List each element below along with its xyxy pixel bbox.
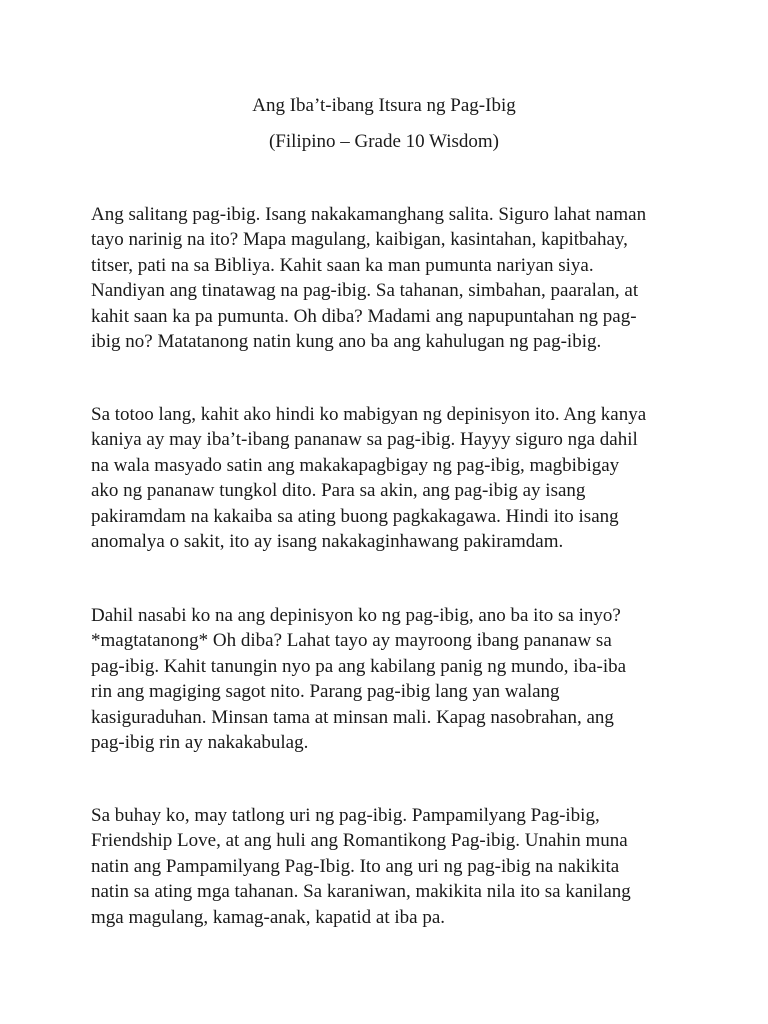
document-title: Ang Iba’t-ibang Itsura ng Pag-Ibig bbox=[252, 95, 516, 116]
paragraph-3: Dahil nasabi ko na ang depinisyon ko ng pag-ibig, ano ba ito sa inyo? *magtatanong* Oh diba? Lahat tayo ay mayroong ibang pananaw sa pag-ibig. Kahit tanungin nyo pa ang kabilang panig ng mundo, iba-iba rin ang magiging sagot nito. Parang pag-ibig lang yan walang kasiguraduhan. Minsan tama at minsan mali. Kapag nasobrahan, ang pag-ibig rin ay nakakabulag. bbox=[91, 605, 627, 754]
paragraph-1: Ang salitang pag-ibig. Isang nakakamanghang salita. Siguro lahat naman tayo narinig na ito? Mapa magulang, kaibigan, kasintahan, kapitbahay, titser, pati na sa Bibliya. Kahit saan ka man pumunta nariyan siya. Nandiyan ang tinatawag na pag-ibig. Sa tahanan, simbahan, paaralan, at kahit saan ka pa pumunta. Oh diba? Madami ang napupuntahan ng pag- ibig no? Matatanong natin kung ano ba ang kahulugan ng pag-ibig. bbox=[91, 204, 647, 353]
paragraph-2: Sa totoo lang, kahit ako hindi ko mabigyan ng depinisyon ito. Ang kanya kaniya ay may iba’t-ibang pananaw sa pag-ibig. Hayyy siguro nga dahil na wala masyado satin ang makakapagbigay ng pag-ibig, magbibigay ako ng pananaw tungkol dito. Para sa akin, ang pag-ibig ay isang pakiramdam na kakaiba sa ating buong pagkakagawa. Hindi ito isang anomalya o sakit, ito ay isang nakakaginhawang pakiramdam. bbox=[91, 404, 647, 553]
paragraph-4: Sa buhay ko, may tatlong uri ng pag-ibig. Pampamilyang Pag-ibig, Friendship Love, at ang huli ang Romantikong Pag-ibig. Unahin muna natin ang Pampamilyang Pag-Ibig. Ito ang uri ng pag-ibig na nakikita natin sa ating mga tahanan. Sa karaniwan, makikita nila ito sa kanilang mga magulang, kamag-anak, kapatid at iba pa. bbox=[91, 805, 631, 928]
document-subtitle: (Filipino – Grade 10 Wisdom) bbox=[268, 131, 500, 152]
